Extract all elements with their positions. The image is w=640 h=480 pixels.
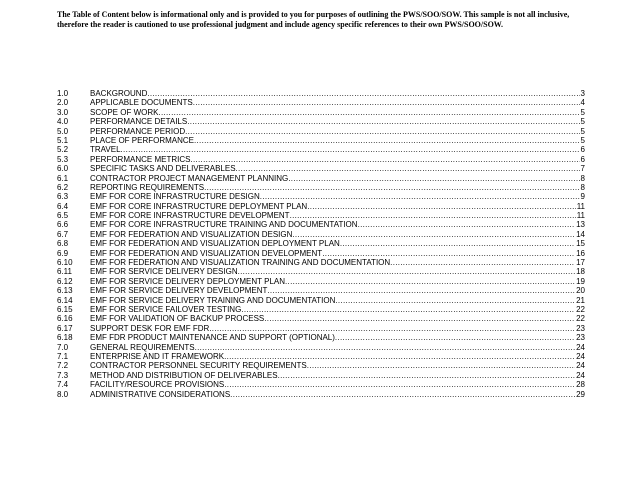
toc-entry[interactable] xyxy=(57,136,585,145)
toc-entry-title: PERFORMANCE DETAILS xyxy=(90,117,188,127)
toc-entry-page: 19 xyxy=(576,276,585,286)
toc-entry-page: 3 xyxy=(580,89,585,98)
toc-entry-page: 24 xyxy=(576,370,585,380)
toc-entry-title: EMF FOR CORE INFRASTRUCTURE DEVELOPMENT xyxy=(90,211,290,221)
toc-entry-page: 21 xyxy=(576,295,585,305)
toc-entry-page: 18 xyxy=(576,267,585,277)
toc-entry-number: 6.12 xyxy=(57,276,73,286)
toc-dot-leader xyxy=(290,211,576,220)
toc-dot-leader xyxy=(288,174,579,183)
toc-entry-title: SPECIFIC TASKS AND DELIVERABLES xyxy=(90,164,236,174)
toc-entry-page: 20 xyxy=(576,286,585,296)
toc-entry-title: PERFORMANCE METRICS xyxy=(90,154,191,164)
toc-entry-number: 8.0 xyxy=(57,389,69,399)
toc-entry[interactable] xyxy=(57,220,585,229)
toc-entry-page: 8 xyxy=(580,182,585,192)
toc-dot-leader xyxy=(278,371,576,380)
toc-dot-leader xyxy=(193,98,580,107)
toc-entry-page: 22 xyxy=(576,304,585,314)
toc-entry-title: SCOPE OF WORK xyxy=(90,107,159,117)
toc-dot-leader xyxy=(264,314,575,323)
toc-dot-leader xyxy=(340,239,575,248)
toc-entry-title: EMF FOR SERVICE FAILOVER TESTING xyxy=(90,304,242,314)
toc-entry[interactable] xyxy=(57,211,585,220)
toc-entry-title: EMF FOR FEDERATION AND VISUALIZATION DESIGN xyxy=(90,229,293,239)
toc-dot-leader xyxy=(307,202,575,211)
toc-entry[interactable] xyxy=(57,249,585,258)
toc-dot-leader xyxy=(292,230,575,239)
toc-entry-number: 5.2 xyxy=(57,145,69,155)
toc-entry-number: 5.0 xyxy=(57,126,69,136)
toc-dot-leader xyxy=(358,220,576,229)
toc-entry-title: ENTERPRISE AND IT FRAMEWORK xyxy=(90,351,225,361)
toc-entry-title: ADMINISTRATIVE CONSIDERATIONS xyxy=(90,389,231,399)
toc-entry-number: 6.4 xyxy=(57,201,69,211)
toc-entry[interactable] xyxy=(57,89,585,98)
toc-entry-number: 6.16 xyxy=(57,314,73,324)
toc-entry[interactable] xyxy=(57,286,585,295)
toc-entry-number: 7.1 xyxy=(57,351,69,361)
toc-dot-leader xyxy=(209,324,575,333)
toc-dot-leader xyxy=(390,258,575,267)
toc-entry-title: EMF FDR PRODUCT MAINTENANCE AND SUPPORT (OPTIONAL) xyxy=(90,333,335,343)
toc-dot-leader xyxy=(224,380,575,389)
toc-entry-title: BACKGROUND xyxy=(90,89,148,98)
toc-entry-page: 7 xyxy=(580,164,585,174)
toc-entry-title: SUPPORT DESK FOR EMF FDR xyxy=(90,323,210,333)
toc-entry-page: 28 xyxy=(576,380,585,390)
toc-entry[interactable] xyxy=(57,239,585,248)
toc-entry[interactable] xyxy=(57,352,585,361)
toc-entry[interactable] xyxy=(57,371,585,380)
toc-dot-leader xyxy=(335,333,575,342)
toc-entry[interactable] xyxy=(57,267,585,276)
toc-entry-page: 17 xyxy=(576,258,585,268)
toc-entry-page: 8 xyxy=(580,173,585,183)
toc-dot-leader xyxy=(158,108,579,117)
toc-entry-page: 22 xyxy=(576,314,585,324)
toc-entry-number: 6.13 xyxy=(57,286,73,296)
toc-entry-number: 6.11 xyxy=(57,267,72,277)
toc-dot-leader xyxy=(238,267,576,276)
toc-entry-page: 6 xyxy=(580,145,585,155)
toc-entry-page: 24 xyxy=(576,342,585,352)
toc-dot-leader xyxy=(204,183,579,192)
toc-dot-leader xyxy=(195,343,575,352)
toc-entry-number: 6.7 xyxy=(57,229,69,239)
toc-dot-leader xyxy=(190,155,579,164)
toc-entry-title: EMF FOR FEDERATION AND VISUALIZATION DEPLOYMENT PLAN xyxy=(90,239,340,249)
toc-entry-number: 3.0 xyxy=(57,107,69,117)
toc-entry-number: 6.15 xyxy=(57,304,73,314)
toc-entry[interactable] xyxy=(57,98,585,107)
toc-dot-leader xyxy=(187,117,579,126)
toc-dot-leader xyxy=(185,127,579,136)
toc-entry-page: 15 xyxy=(576,239,585,249)
table-of-contents xyxy=(57,89,585,399)
toc-entry[interactable] xyxy=(57,296,585,305)
toc-entry-number: 6.6 xyxy=(57,220,69,230)
toc-entry-number: 6.14 xyxy=(57,295,73,305)
toc-entry-number: 6.3 xyxy=(57,192,69,202)
toc-entry-title: EMF FOR CORE INFRASTRUCTURE DESIGN xyxy=(90,192,260,202)
toc-dot-leader xyxy=(267,286,575,295)
toc-entry-page: 13 xyxy=(576,220,585,230)
toc-entry-number: 7.0 xyxy=(57,342,69,352)
toc-entry-title: EMF FOR FEDERATION AND VISUALIZATION DEVELOPMENT xyxy=(90,248,323,258)
toc-entry-page: 5 xyxy=(580,117,585,127)
toc-entry-title: EMF FOR VALIDATION OF BACKUP PROCESS xyxy=(90,314,265,324)
toc-entry-page: 6 xyxy=(580,154,585,164)
toc-entry-number: 6.8 xyxy=(57,239,69,249)
toc-entry[interactable] xyxy=(57,183,585,192)
toc-entry-number: 6.10 xyxy=(57,258,73,268)
toc-entry-page: 11 xyxy=(576,211,585,221)
toc-dot-leader xyxy=(121,145,580,154)
toc-entry-number: 5.1 xyxy=(57,135,69,145)
toc-entry[interactable] xyxy=(57,164,585,173)
toc-entry-title: EMF FOR SERVICE DELIVERY DEVELOPMENT xyxy=(90,286,268,296)
toc-entry-number: 1.0 xyxy=(57,89,69,98)
toc-entry[interactable] xyxy=(57,314,585,323)
toc-entry[interactable] xyxy=(57,258,585,267)
toc-entry[interactable] xyxy=(57,108,585,117)
toc-entry-title: TRAVEL xyxy=(90,145,121,155)
toc-entry-number: 5.3 xyxy=(57,154,69,164)
toc-entry[interactable] xyxy=(57,343,585,352)
toc-entry-page: 4 xyxy=(580,98,585,108)
toc-entry-title: EMF FOR CORE INFRASTRUCTURE TRAINING AND DOCUMENTATION xyxy=(90,220,358,230)
toc-entry-number: 7.4 xyxy=(57,380,69,390)
toc-entry-number: 6.18 xyxy=(57,333,73,343)
toc-dot-leader xyxy=(224,352,575,361)
toc-entry-title: EMF FOR SERVICE DELIVERY TRAINING AND DOCUMENTATION xyxy=(90,295,336,305)
toc-entry-page: 14 xyxy=(576,229,585,239)
toc-entry[interactable] xyxy=(57,361,585,370)
toc-dot-leader xyxy=(335,296,575,305)
toc-entry-number: 6.1 xyxy=(57,173,69,183)
toc-entry-page: 9 xyxy=(580,192,585,202)
toc-entry-number: 6.0 xyxy=(57,164,69,174)
toc-entry-number: 7.3 xyxy=(57,370,69,380)
toc-entry-page: 16 xyxy=(576,248,585,258)
toc-entry-page: 11 xyxy=(576,201,585,211)
toc-entry[interactable] xyxy=(57,305,585,314)
toc-entry[interactable] xyxy=(57,380,585,389)
toc-dot-leader xyxy=(322,249,575,258)
toc-entry-page: 5 xyxy=(580,107,585,117)
toc-entry[interactable] xyxy=(57,333,585,342)
toc-entry-number: 6.5 xyxy=(57,211,69,221)
toc-entry-page: 24 xyxy=(576,351,585,361)
toc-entry-title: CONTRACTOR PROJECT MANAGEMENT PLANNING xyxy=(90,173,289,183)
toc-entry-number: 2.0 xyxy=(57,98,69,108)
toc-entry-title: EMF FOR SERVICE DELIVERY DEPLOYMENT PLAN xyxy=(90,276,286,286)
toc-entry[interactable] xyxy=(57,155,585,164)
toc-entry-page: 23 xyxy=(576,323,585,333)
toc-entry-title: GENERAL REQUIREMENTS xyxy=(90,342,195,352)
toc-entry-title: EMF FOR FEDERATION AND VISUALIZATION TRAINING AND DOCUMENTATION xyxy=(90,258,391,268)
toc-entry-number: 6.9 xyxy=(57,248,69,258)
toc-dot-leader xyxy=(194,136,580,145)
toc-entry-page: 24 xyxy=(576,361,585,371)
toc-entry[interactable] xyxy=(57,174,585,183)
toc-entry-title: PLACE OF PERFORMANCE xyxy=(90,135,195,145)
toc-entry[interactable] xyxy=(57,324,585,333)
toc-entry-number: 7.2 xyxy=(57,361,69,371)
intro-paragraph: The Table of Content below is informational only and is provided to you for purposes of outlining the PWS/SOO/SOW. This sample is not all inclusive, therefore the reader is cautioned to use professional judgment and include agency specific references to their own PWS/SOO/SOW. xyxy=(57,10,570,29)
toc-entry-title: REPORTING REQUIREMENTS xyxy=(90,182,205,192)
toc-entry-number: 6.2 xyxy=(57,182,69,192)
toc-entry[interactable] xyxy=(57,390,585,399)
toc-dot-leader xyxy=(241,305,575,314)
toc-dot-leader xyxy=(260,192,580,201)
toc-entry[interactable] xyxy=(57,202,585,211)
toc-entry-title: FACILITY/RESOURCE PROVISIONS xyxy=(90,380,225,390)
toc-entry-page: 5 xyxy=(580,126,585,136)
toc-entry-title: EMF FOR CORE INFRASTRUCTURE DEPLOYMENT PLAN xyxy=(90,201,308,211)
toc-dot-leader xyxy=(230,390,575,399)
toc-entry[interactable] xyxy=(57,127,585,136)
toc-entry-page: 23 xyxy=(576,333,585,343)
toc-entry[interactable] xyxy=(57,230,585,239)
toc-entry-page: 29 xyxy=(576,389,585,399)
toc-entry[interactable] xyxy=(57,145,585,154)
toc-entry-number: 4.0 xyxy=(57,117,69,127)
toc-entry-title: PERFORMANCE PERIOD xyxy=(90,126,186,136)
toc-entry-title: APPLICABLE DOCUMENTS xyxy=(90,98,193,108)
toc-dot-leader xyxy=(285,277,575,286)
toc-dot-leader xyxy=(236,164,580,173)
toc-entry[interactable] xyxy=(57,117,585,126)
toc-entry-title: EMF FOR SERVICE DELIVERY DESIGN xyxy=(90,267,238,277)
toc-entry[interactable] xyxy=(57,277,585,286)
toc-entry-title: CONTRACTOR PERSONNEL SECURITY REQUIREMENTS xyxy=(90,361,307,371)
toc-entry-title: METHOD AND DISTRIBUTION OF DELIVERABLES xyxy=(90,370,278,380)
toc-dot-leader xyxy=(307,361,575,370)
toc-dot-leader xyxy=(147,89,579,98)
toc-entry-number: 6.17 xyxy=(57,323,73,333)
toc-entry-page: 5 xyxy=(580,135,585,145)
toc-entry[interactable] xyxy=(57,192,585,201)
